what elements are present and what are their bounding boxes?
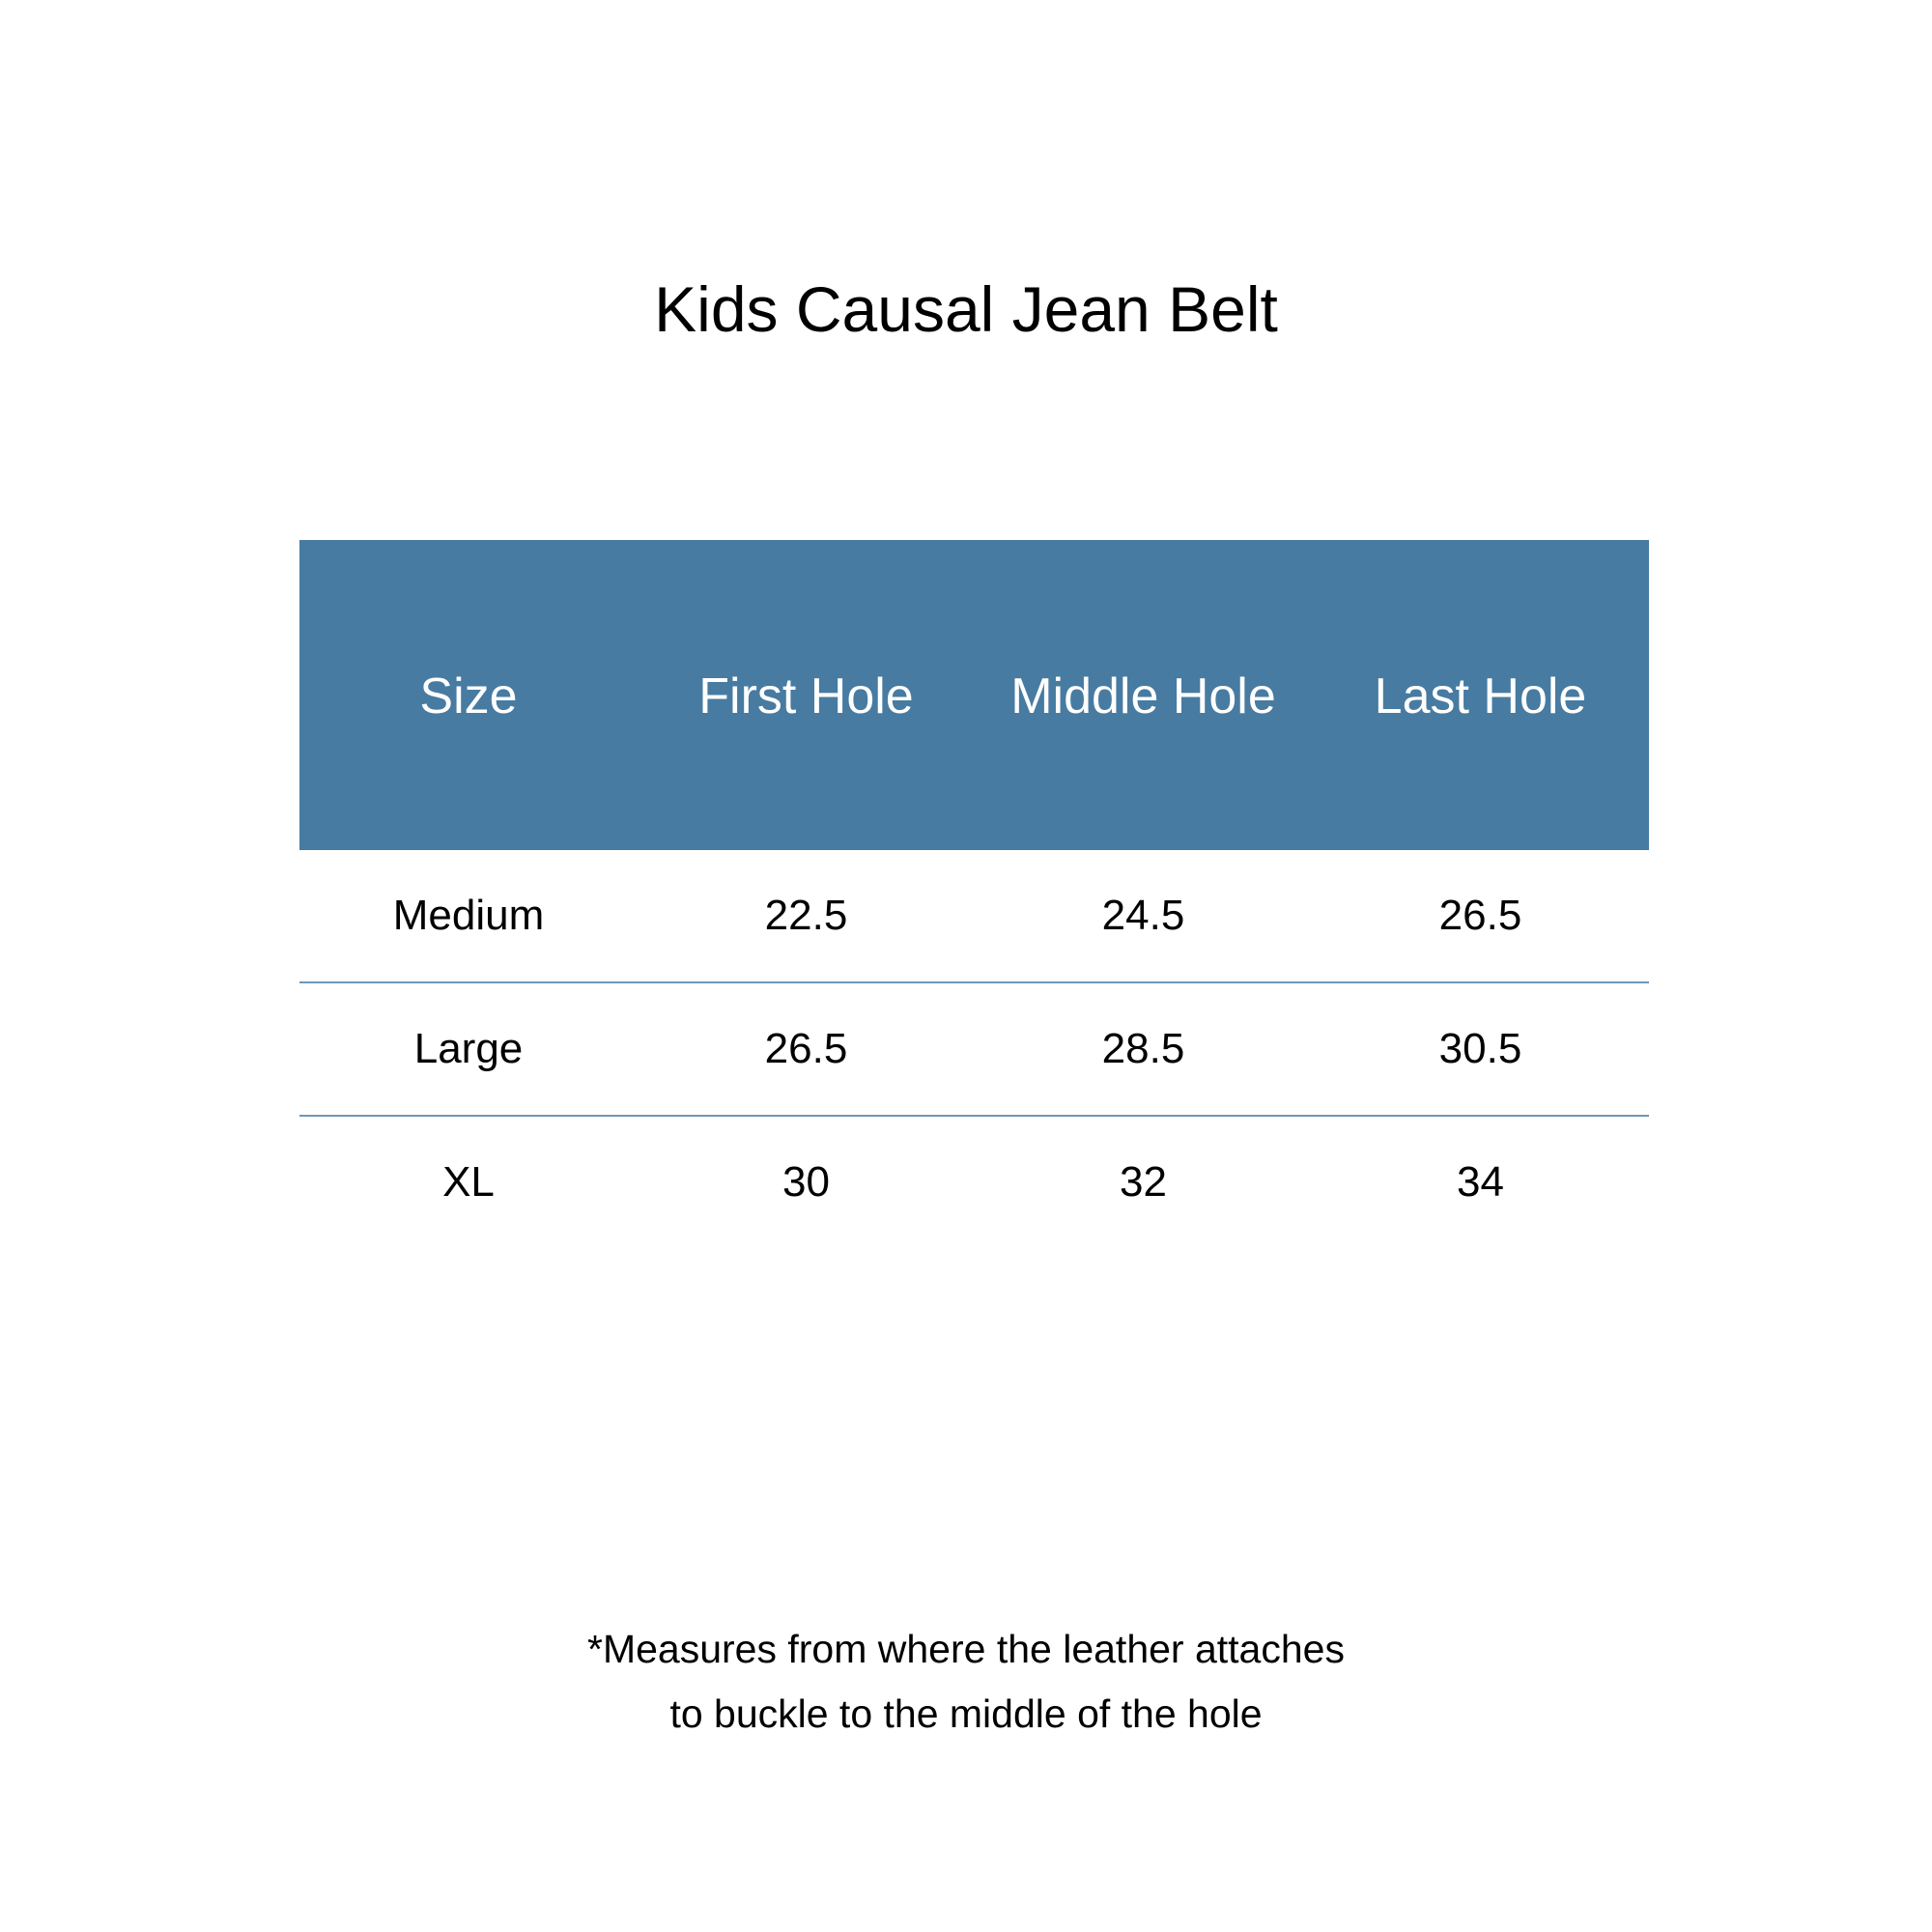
header-first-hole: First Hole	[698, 668, 914, 724]
middle-hole-value: 28.5	[1101, 1025, 1185, 1072]
header-middle-hole: Middle Hole	[1010, 668, 1276, 724]
first-hole-value: 30	[782, 1158, 830, 1206]
first-hole-value: 26.5	[764, 1025, 848, 1072]
footnote-line-2: to buckle to the middle of the hole	[669, 1691, 1263, 1736]
header-size: Size	[419, 668, 518, 724]
measurement-footnote	[0, 1617, 1932, 1747]
header-last-hole: Last Hole	[1374, 668, 1587, 724]
footnote-line-1: *Measures from where the leather attaches	[587, 1627, 1345, 1671]
last-hole-value: 26.5	[1438, 892, 1522, 939]
row-size-label: Medium	[392, 892, 545, 939]
row-size-label: Large	[413, 1025, 524, 1072]
row-size-label: XL	[442, 1158, 495, 1206]
table-row-medium	[299, 850, 1649, 983]
last-hole-value: 34	[1457, 1158, 1504, 1206]
size-table	[299, 540, 1649, 1248]
first-hole-value: 22.5	[764, 892, 848, 939]
last-hole-value: 30.5	[1438, 1025, 1522, 1072]
page-title: Kids Causal Jean Belt	[654, 273, 1278, 345]
middle-hole-value: 32	[1120, 1158, 1167, 1206]
table-row-xl	[299, 1117, 1649, 1248]
middle-hole-value: 24.5	[1101, 892, 1185, 939]
table-row-large	[299, 983, 1649, 1117]
table-header	[299, 540, 1649, 850]
